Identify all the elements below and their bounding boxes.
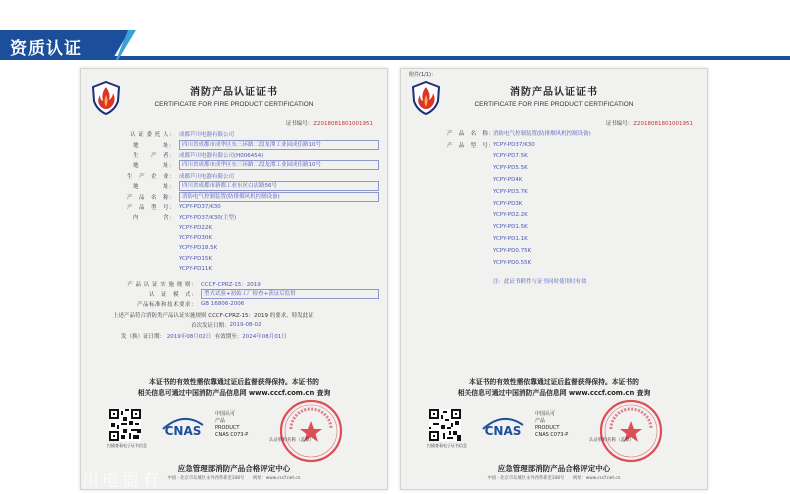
field-label: 产品标准和技术要求：	[136, 302, 197, 309]
certificate-right	[400, 68, 708, 490]
section-title: 资质认证	[10, 39, 82, 59]
field-row	[117, 289, 379, 299]
model-value: YCPY-PD4K	[493, 177, 523, 184]
cnas-text	[535, 411, 568, 439]
model-value: YCPY-PD0.75K	[493, 247, 532, 254]
field-label: 产 品 型 号：	[447, 142, 495, 149]
cnas-logo-icon	[477, 415, 529, 441]
model-value: YCPY-PD0.55K	[493, 259, 532, 266]
field-row	[117, 202, 379, 212]
cnas-line: 产品	[535, 418, 546, 424]
certificate-number	[286, 119, 373, 127]
certno-value: Z2018081801001951	[313, 121, 373, 127]
section-banner	[0, 30, 790, 62]
qr-code-icon	[429, 409, 461, 441]
field-row	[117, 181, 379, 191]
conclusion-text: 上述产品符合消防类产品认证实施规则 CCCF-CPRZ-15：2019 的要求，特发此证	[113, 312, 314, 319]
model-value: YCPY-PD3.7K	[493, 188, 528, 195]
field-row	[117, 243, 379, 253]
field-value: YCPY-PD18.5K	[179, 245, 218, 252]
field-row	[447, 198, 697, 210]
field-row	[447, 127, 697, 139]
field-value: YCPY-PD37/K30(主型)	[179, 215, 237, 222]
first-issue	[117, 320, 379, 330]
field-value: YCPY-PD30K	[179, 235, 212, 242]
cnas-line: CNAS C073-P	[535, 432, 569, 438]
issue-dates	[117, 330, 379, 340]
cnas-line: 中国认可	[535, 411, 556, 417]
certificate-title: 消防产品认证证书	[510, 87, 598, 98]
field-row	[117, 150, 379, 160]
certno-label: 证书编号：	[605, 121, 634, 127]
qr-caption: 扫描查看电子证书信息	[427, 443, 467, 448]
field-value: 成都芦川电器有限公司	[179, 132, 235, 139]
field-label: 产 品 名 称：	[447, 130, 495, 137]
appendix-note: 注：此证书附件与证书同时使用时有效	[493, 279, 587, 285]
field-label: 产 品 型 号：	[126, 204, 175, 211]
right-fields	[447, 127, 697, 269]
first-issue-date: 2019-08-02	[229, 322, 262, 329]
field-value: 消防电气控制装置(防排烟风机控制设备)	[493, 130, 591, 137]
cnas-logo-text: CNAS	[484, 424, 522, 438]
field-row	[117, 212, 379, 222]
field-label: 产 品 认 证 实 施 规 则：	[127, 281, 197, 288]
cnas-line: PRODUCT	[535, 425, 560, 431]
expiry-date: 2024年08月01日	[242, 333, 287, 340]
model-value: YCPY-PD1.5K	[493, 224, 528, 231]
field-row	[447, 233, 697, 245]
seal-caption: 认证机构名称（盖章）	[589, 438, 634, 443]
field-row	[447, 151, 697, 163]
field-label: 地 址：	[132, 142, 175, 149]
field-label: 产 品 名 称：	[126, 194, 175, 201]
field-value: GB 16806-2006	[201, 301, 245, 308]
field-label: 认 证 委 托 人：	[130, 132, 175, 139]
field-row	[117, 129, 379, 139]
field-row	[447, 139, 697, 151]
certificate-left	[80, 68, 388, 490]
field-row	[117, 254, 379, 264]
field-row	[447, 174, 697, 186]
field-row	[117, 223, 379, 233]
field-row	[117, 191, 379, 201]
field-label: 认 证 模 式：	[148, 292, 197, 299]
field-value: YCPY-PD11K	[179, 266, 212, 273]
field-row	[447, 210, 697, 222]
field-row	[447, 245, 697, 257]
cnas-line: PRODUCT	[215, 425, 240, 431]
validity-text	[401, 377, 707, 399]
validity-line: 本证书的有效性需依靠通过证后监督获得保持。本证书的	[149, 378, 319, 386]
model-value: YCPY-PD37/K30	[493, 141, 535, 148]
field-value: YCPY-PD22K	[179, 224, 212, 231]
issue-label: 发（换）证日期：	[121, 333, 166, 340]
certno-value: Z2018081801001951	[633, 121, 693, 127]
field-label: 生 产 者：	[132, 152, 175, 159]
model-value: YCPY-PD7.5K	[493, 153, 528, 160]
validity-line: 相关信息可通过中国消防产品信息网 www.cccf.com.cn 查询	[457, 389, 651, 397]
model-value: YCPY-PD1.1K	[493, 236, 528, 243]
field-row	[117, 160, 379, 170]
field-value: CCCF-CPRZ-15：2019	[201, 281, 261, 288]
certificate-subtitle: CERTIFICATE FOR FIRE PRODUCT CERTIFICATION	[154, 101, 314, 108]
field-value: 成都芦川电器有限公司(H006454)	[179, 152, 264, 159]
validity-text	[81, 377, 387, 399]
left-fields	[113, 129, 379, 341]
official-seal-icon	[599, 399, 663, 463]
field-value: 四川省成都市成华区东三环路二段龙潭工业园成佳路10号	[179, 140, 379, 150]
field-row	[447, 162, 697, 174]
field-row	[117, 278, 379, 288]
first-issue-label: 首次发证日期：	[191, 323, 230, 330]
field-label: 地 址：	[132, 163, 175, 170]
field-row	[447, 257, 697, 269]
qr-caption: 扫描查看电子证书信息	[107, 443, 147, 448]
issue-date: 2019年08月02日	[166, 333, 212, 340]
field-value: 型式试验+初始工厂检查+获证后监督	[201, 289, 379, 299]
validity-line: 相关信息可通过中国消防产品信息网 www.cccf.com.cn 查询	[137, 389, 331, 397]
certificate-subtitle: CERTIFICATE FOR FIRE PRODUCT CERTIFICATION	[474, 101, 634, 108]
issuing-organization: 应急管理部消防产品合格评定中心	[177, 464, 291, 473]
field-value: 消防电气控制装置(防排烟风机控制设备)	[179, 192, 379, 202]
watermark-text: 川电器有	[82, 471, 162, 491]
certificate-number	[606, 119, 693, 127]
field-label: 地 址：	[132, 184, 175, 191]
field-row	[447, 221, 697, 233]
cnas-logo-text: CNAS	[164, 424, 202, 438]
field-value: 四川省成都市新都工业东区白店路56号	[179, 181, 379, 191]
cnas-line: 产品	[215, 418, 226, 424]
official-seal-icon	[279, 399, 343, 463]
cnas-logo-icon	[157, 415, 209, 441]
expiry-label: 有效期至：	[214, 333, 243, 340]
field-value: 成都芦川电器有限公司	[179, 173, 235, 180]
seal-caption: 认证机构名称（盖章）	[269, 438, 314, 443]
appendix-label: 附件(1/1)：	[409, 72, 436, 78]
model-value: YCPY-PD5.5K	[493, 165, 528, 172]
field-label: 内 含：	[132, 215, 175, 222]
field-row	[447, 186, 697, 198]
field-row	[117, 233, 379, 243]
model-value: YCPY-PD3K	[493, 200, 523, 207]
cnas-line: 中国认可	[215, 411, 236, 417]
field-row	[117, 171, 379, 181]
field-row	[117, 264, 379, 274]
qr-code-icon	[109, 409, 141, 441]
field-value: YCPY-PD15K	[179, 255, 212, 262]
validity-line: 本证书的有效性需依靠通过证后监督获得保持。本证书的	[469, 378, 639, 386]
field-value: 四川省成都市成华区东三环路二段龙潭工业园成佳路10号	[179, 160, 379, 170]
field-row	[117, 139, 379, 149]
cnas-line: CNAS C073-P	[215, 432, 249, 438]
certificate-title: 消防产品认证证书	[190, 87, 278, 98]
organization-address: 中国 · 北京市东城区永外西革新里108号 网址：www.cccf.net.cn	[167, 476, 301, 481]
issuing-organization: 应急管理部消防产品合格评定中心	[497, 464, 611, 473]
field-label: 生 产 企 业：	[126, 173, 175, 180]
organization-address: 中国 · 北京市东城区永外西革新里108号 网址：www.cccf.net.cn	[487, 476, 621, 481]
certno-label: 证书编号：	[285, 121, 314, 127]
field-value: YCPY-PD37/K30	[179, 203, 221, 210]
model-value: YCPY-PD2.2K	[493, 212, 528, 219]
field-row	[117, 299, 379, 309]
cnas-text	[215, 411, 248, 439]
